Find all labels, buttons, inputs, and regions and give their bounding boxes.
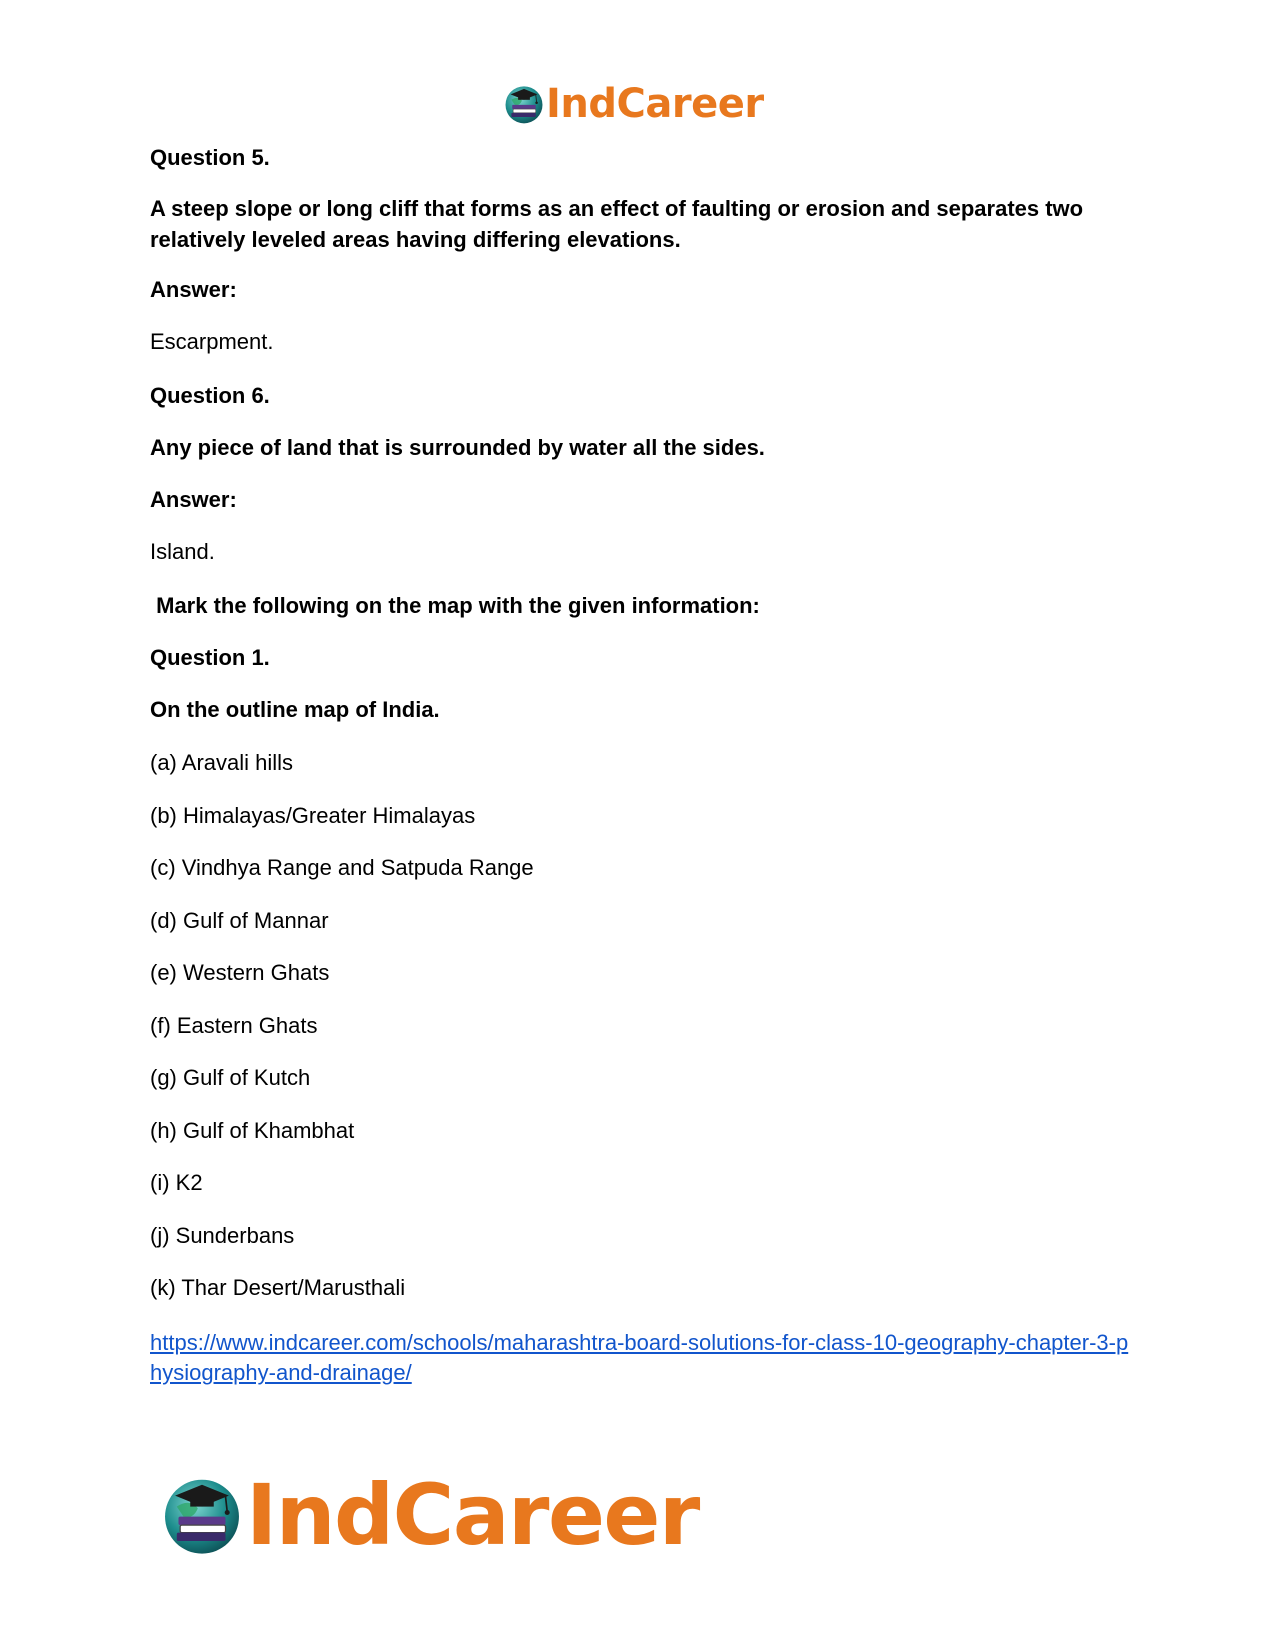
list-item: (b) Himalayas/Greater Himalayas (150, 803, 476, 828)
list-item: (c) Vindhya Range and Satpuda Range (150, 855, 534, 880)
source-link[interactable]: https://www.indcareer.com/schools/maharashtra-board-solutions-for-class-10-geography-chapter-3-physiography-and-drainage/ (150, 1330, 1129, 1385)
list-item: (f) Eastern Ghats (150, 1013, 318, 1038)
list-item: (j) Sunderbans (150, 1223, 295, 1248)
globe-books-cap-icon (160, 1473, 244, 1557)
question-5-text: A steep slope or long cliff that forms as an effect of faulting or erosion and separates two relatively leveled areas having differing elevations. (150, 196, 1084, 252)
list-item: (d) Gulf of Mannar (150, 908, 329, 933)
question-6-label: Question 6. (150, 383, 270, 408)
question-5-answer-label: Answer: (150, 277, 237, 302)
list-item: (a) Aravali hills (150, 750, 294, 775)
list-item: (g) Gulf of Kutch (150, 1065, 311, 1090)
header-logo (503, 80, 764, 128)
list-item: (k) Thar Desert/Marusthali (150, 1275, 406, 1300)
logo-wordmark: IndCareer (546, 81, 764, 127)
question-5-answer: Escarpment. (150, 329, 274, 354)
question-6-answer-label: Answer: (150, 487, 237, 512)
question-6-answer: Island. (150, 539, 215, 564)
list-item: (e) Western Ghats (150, 960, 330, 985)
map-section-heading: Mark the following on the map with the given information: (150, 593, 760, 618)
question-6-text: Any piece of land that is surrounded by water all the sides. (150, 435, 765, 460)
globe-books-cap-icon (503, 83, 545, 125)
map-question-1-text: On the outline map of India. (150, 697, 440, 722)
map-question-1-label: Question 1. (150, 645, 270, 670)
list-item: (i) K2 (150, 1170, 203, 1195)
logo-wordmark: IndCareer (246, 1466, 699, 1564)
footer-logo[interactable] (160, 1466, 699, 1564)
question-5-label: Question 5. (150, 145, 270, 170)
list-item: (h) Gulf of Khambhat (150, 1118, 355, 1143)
